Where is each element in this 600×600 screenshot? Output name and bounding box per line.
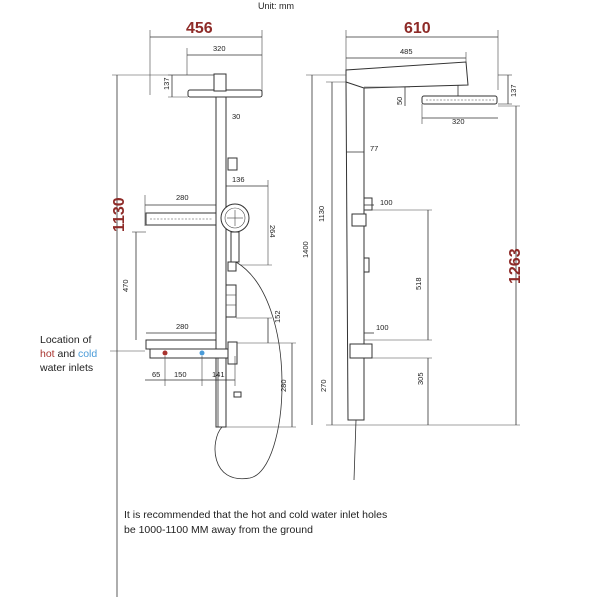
side-inlet-height-label: 305 xyxy=(416,372,425,385)
front-inlet-spacing-label: 150 xyxy=(174,370,187,379)
cold-inlet-dot xyxy=(200,351,205,356)
front-shelf-spacing-label: 470 xyxy=(121,279,130,292)
hot-inlet-dot xyxy=(163,351,168,356)
front-inlet-offset-label: 141 xyxy=(212,370,225,379)
side-bottom-shelf-depth-label: 100 xyxy=(376,323,389,332)
front-head-thickness-label: 137 xyxy=(162,77,171,90)
inlet-label-line3: water inlets xyxy=(40,362,94,374)
front-top-shelf-label: 280 xyxy=(176,193,189,202)
side-width-label: 610 xyxy=(404,20,431,37)
side-total-height-label: 1400 xyxy=(301,241,310,258)
side-mid-height-label: 518 xyxy=(414,277,423,290)
side-overall-height-label: 1263 xyxy=(507,248,524,284)
note-line1: It is recommended that the hot and cold water inlet holes xyxy=(124,509,388,521)
side-head-diameter-label: 320 xyxy=(452,117,465,126)
side-base-height-label: 270 xyxy=(319,379,328,392)
front-width-label: 456 xyxy=(186,20,213,37)
front-head-width-label: 320 xyxy=(213,44,226,53)
bottom-shelf xyxy=(146,340,216,349)
front-lower-height-label: 280 xyxy=(279,379,288,392)
inlet-label-hot: hot xyxy=(40,348,58,360)
side-top-shelf-depth-label: 100 xyxy=(380,198,393,207)
valve-body xyxy=(226,285,236,317)
side-column-depth-label: 77 xyxy=(370,144,379,153)
front-height-label: 1130 xyxy=(111,197,128,232)
top-shelf xyxy=(146,213,216,225)
front-handshower-offset-label: 136 xyxy=(232,175,245,184)
side-arm-height-label: 1130 xyxy=(317,205,326,222)
front-pipe-width-label: 30 xyxy=(232,112,241,121)
side-arm-length-label: 485 xyxy=(400,47,413,56)
inlet-label-line1: Location of xyxy=(40,334,92,346)
front-handshower-height-label: 264 xyxy=(268,225,277,238)
inlet-location-label xyxy=(39,334,145,374)
front-inlet-left-label: 65 xyxy=(152,370,161,379)
side-column xyxy=(346,82,364,420)
note-line2: be 1000-1100 MM away from the ground xyxy=(124,524,313,536)
mixer-bar xyxy=(150,349,230,358)
inlet-label-and: and xyxy=(57,348,78,360)
inlet-label-cold: cold xyxy=(77,348,98,360)
installation-note xyxy=(124,509,387,536)
side-arm-drop-label: 50 xyxy=(395,96,404,105)
side-hose xyxy=(354,420,356,480)
front-bottom-shelf-label: 280 xyxy=(176,322,189,331)
unit-label: Unit: mm xyxy=(258,1,294,11)
svg-text:hot and cold xyxy=(40,348,97,360)
side-top-shelf xyxy=(352,214,366,226)
side-bottom-shelf xyxy=(350,344,372,358)
side-head-thickness-label: 137 xyxy=(509,84,518,97)
front-valve-height-label: 152 xyxy=(273,310,282,323)
side-view xyxy=(301,20,524,480)
